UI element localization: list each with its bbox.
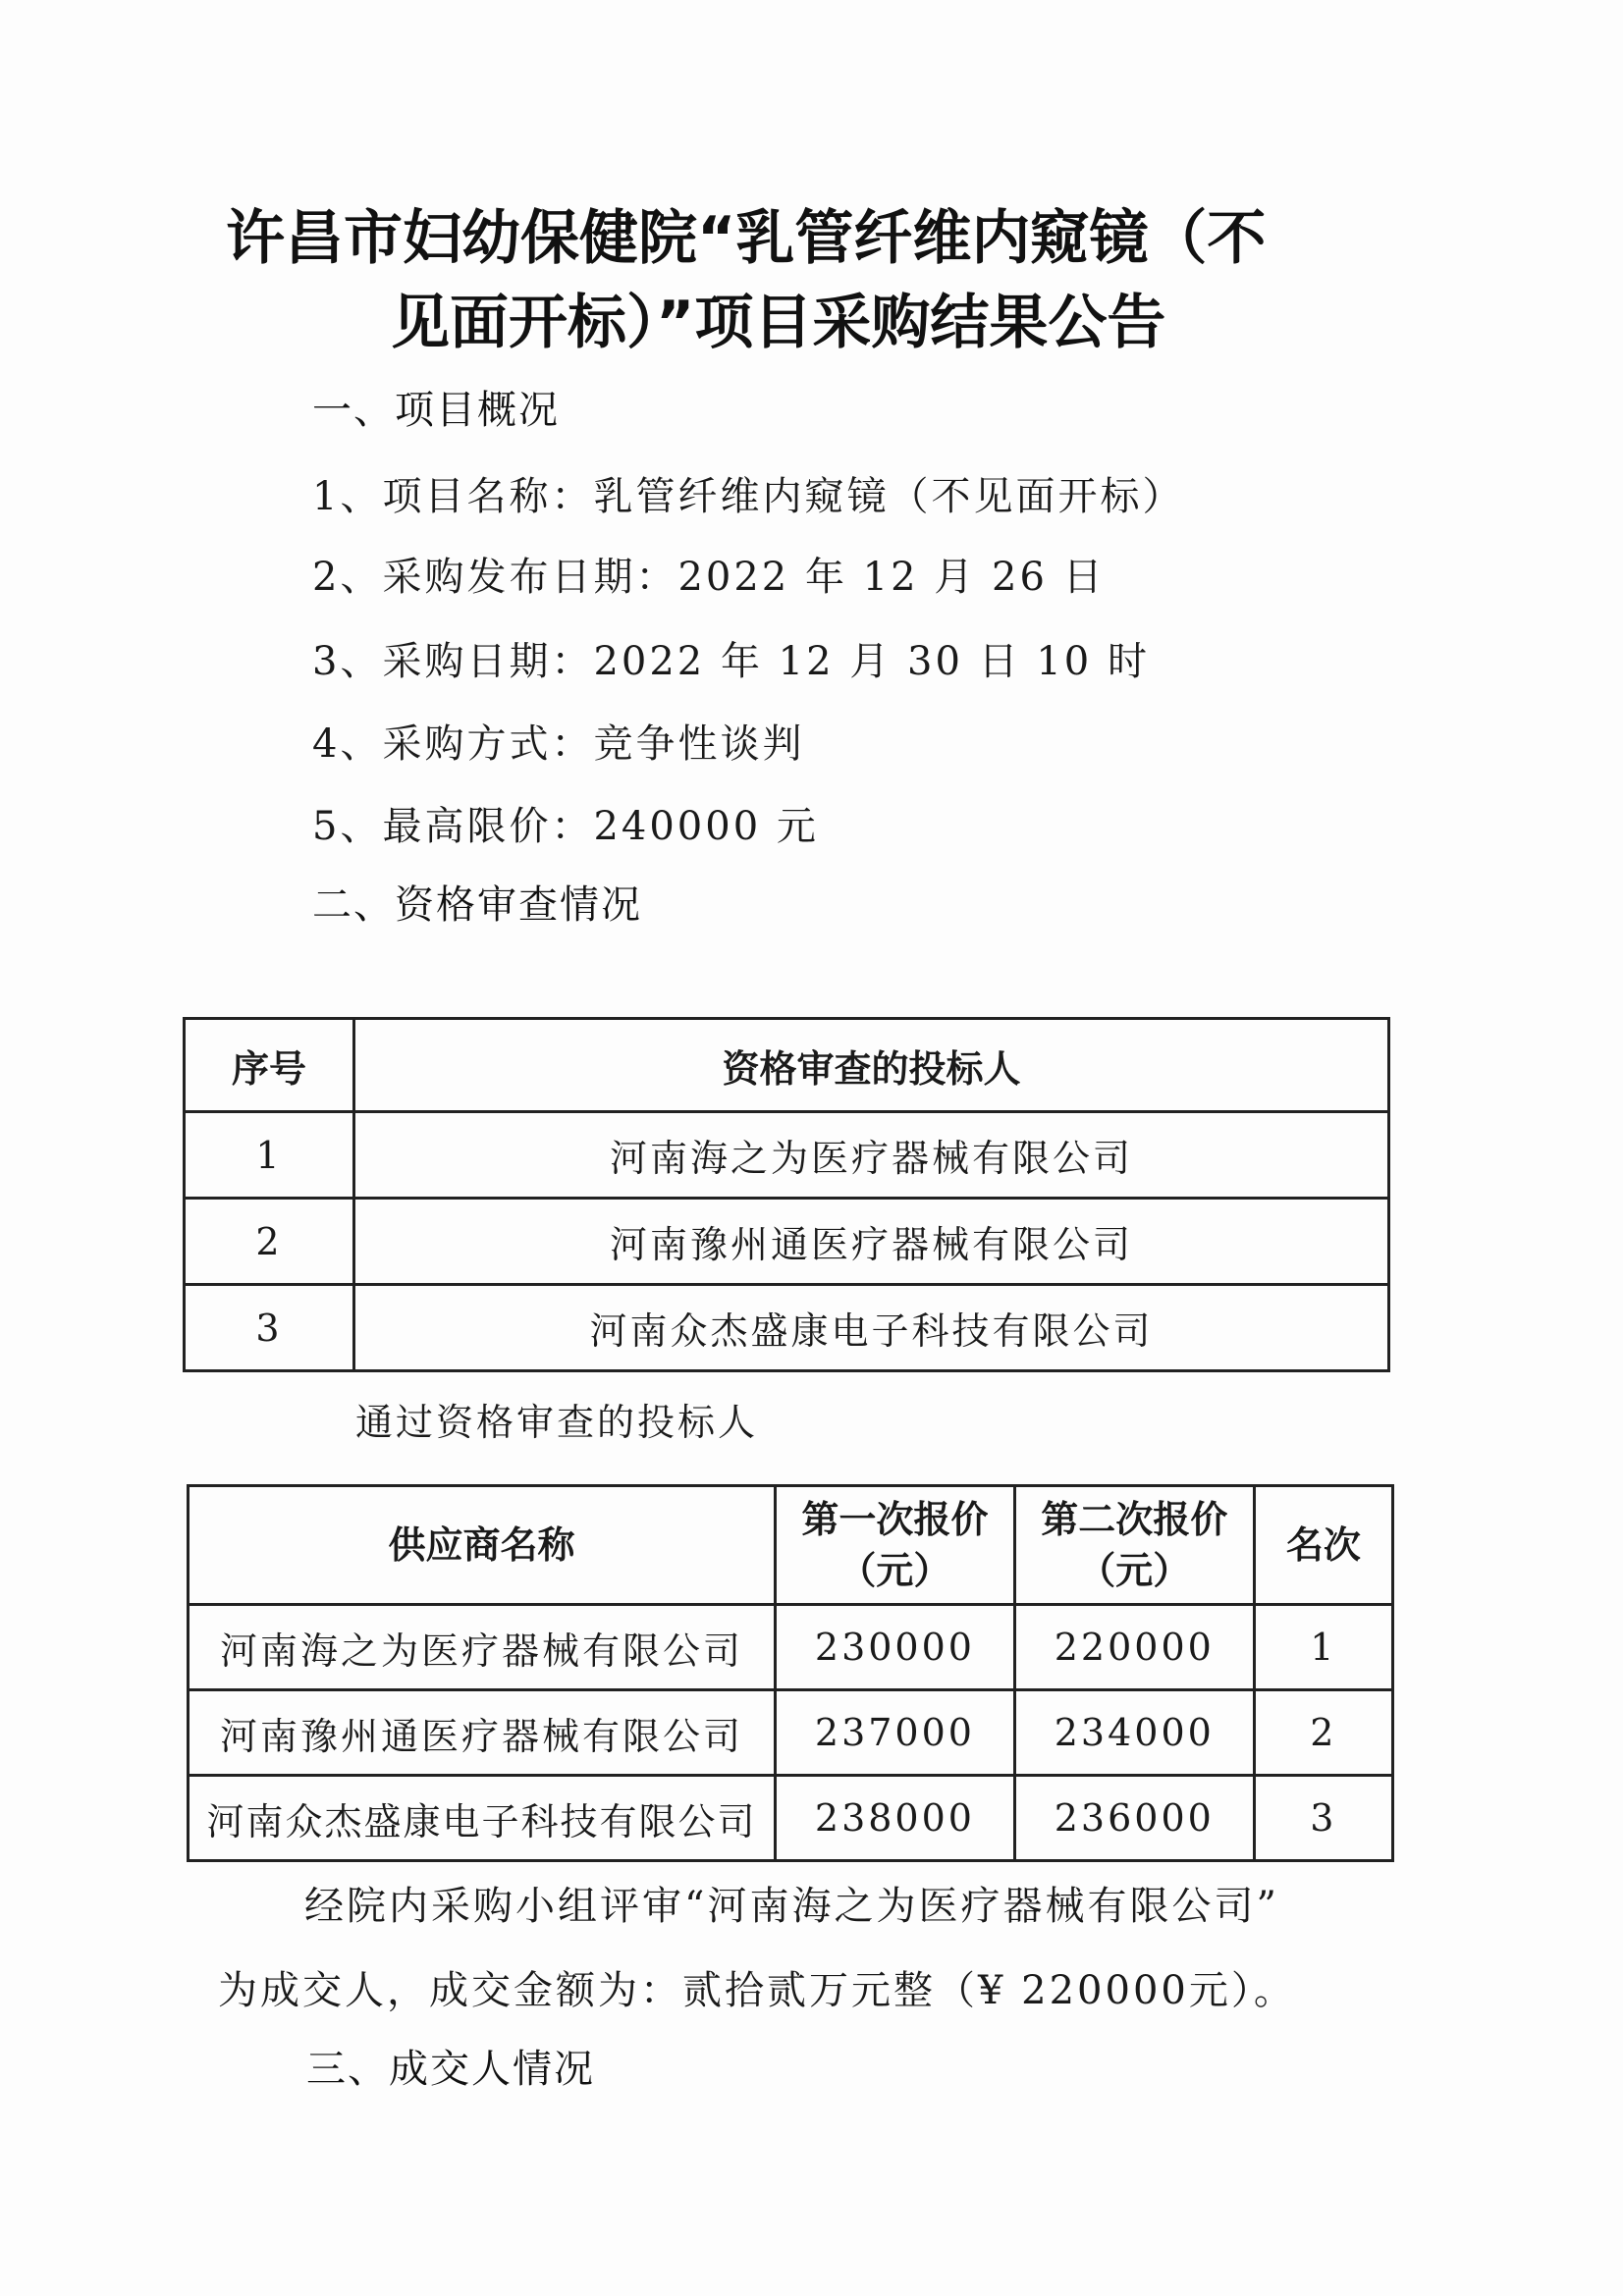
item-procurement-date: 3、采购日期：2022 年 12 月 30 日 10 时 (312, 639, 1150, 684)
cell-first-quote: 230000 (776, 1605, 1015, 1690)
table-row (185, 1112, 1389, 1199)
item-procurement-method: 4、采购方式：竞争性谈判 (312, 721, 805, 767)
section-3-heading: 三、成交人情况 (306, 2047, 595, 2092)
header-supplier-name: 供应商名称 (189, 1486, 776, 1605)
item-publish-date: 2、采购发布日期：2022 年 12 月 26 日 (312, 555, 1106, 600)
table-row (189, 1605, 1393, 1690)
table-header-row (185, 1019, 1389, 1112)
conclusion-line-1: 经院内采购小组评审“河南海之为医疗器械有限公司” (304, 1884, 1279, 1929)
section-2-heading: 二、资格审查情况 (312, 882, 642, 928)
table-row (189, 1776, 1393, 1861)
cell-second-quote: 234000 (1014, 1690, 1254, 1776)
item-project-name: 1、项目名称：乳管纤维内窥镜（不见面开标） (312, 474, 1185, 519)
cell-supplier-name: 河南豫州通医疗器械有限公司 (189, 1690, 776, 1776)
cell-second-quote: 220000 (1014, 1605, 1254, 1690)
cell-serial-no: 1 (185, 1112, 354, 1199)
table-row (185, 1285, 1389, 1371)
cell-bidder: 河南众杰盛康电子科技有限公司 (354, 1285, 1389, 1371)
table-row (185, 1199, 1389, 1285)
cell-first-quote: 238000 (776, 1776, 1015, 1861)
cell-bidder: 河南海之为医疗器械有限公司 (354, 1112, 1389, 1199)
cell-rank: 1 (1254, 1605, 1392, 1690)
header-second-quote: 第二次报价（元） (1014, 1486, 1254, 1605)
header-rank: 名次 (1254, 1486, 1392, 1605)
header-first-quote: 第一次报价（元） (776, 1486, 1015, 1605)
quotation-table (187, 1484, 1394, 1862)
header-bidder: 资格审查的投标人 (354, 1019, 1389, 1112)
cell-serial-no: 2 (185, 1199, 354, 1285)
cell-rank: 3 (1254, 1776, 1392, 1861)
title-line-2: 见面开标）”项目采购结果公告 (391, 289, 1166, 357)
cell-second-quote: 236000 (1014, 1776, 1254, 1861)
cell-serial-no: 3 (185, 1285, 354, 1371)
header-serial-no: 序号 (185, 1019, 354, 1112)
table-header-row (189, 1486, 1393, 1605)
section-1-heading: 一、项目概况 (312, 388, 560, 433)
cell-supplier-name: 河南海之为医疗器械有限公司 (189, 1605, 776, 1690)
cell-first-quote: 237000 (776, 1690, 1015, 1776)
table-2-caption: 通过资格审查的投标人 (355, 1401, 759, 1444)
document-title (226, 196, 1404, 365)
cell-rank: 2 (1254, 1690, 1392, 1776)
table-row (189, 1690, 1393, 1776)
conclusion-line-2: 为成交人，成交金额为：贰拾贰万元整（¥ 220000元）。 (218, 1968, 1296, 2013)
cell-supplier-name: 河南众杰盛康电子科技有限公司 (189, 1776, 776, 1861)
qualification-table (183, 1017, 1390, 1372)
title-line-1: 许昌市妇幼保健院“乳管纤维内窥镜（不 (226, 204, 1267, 273)
cell-bidder: 河南豫州通医疗器械有限公司 (354, 1199, 1389, 1285)
item-max-price: 5、最高限价：240000 元 (312, 804, 819, 849)
